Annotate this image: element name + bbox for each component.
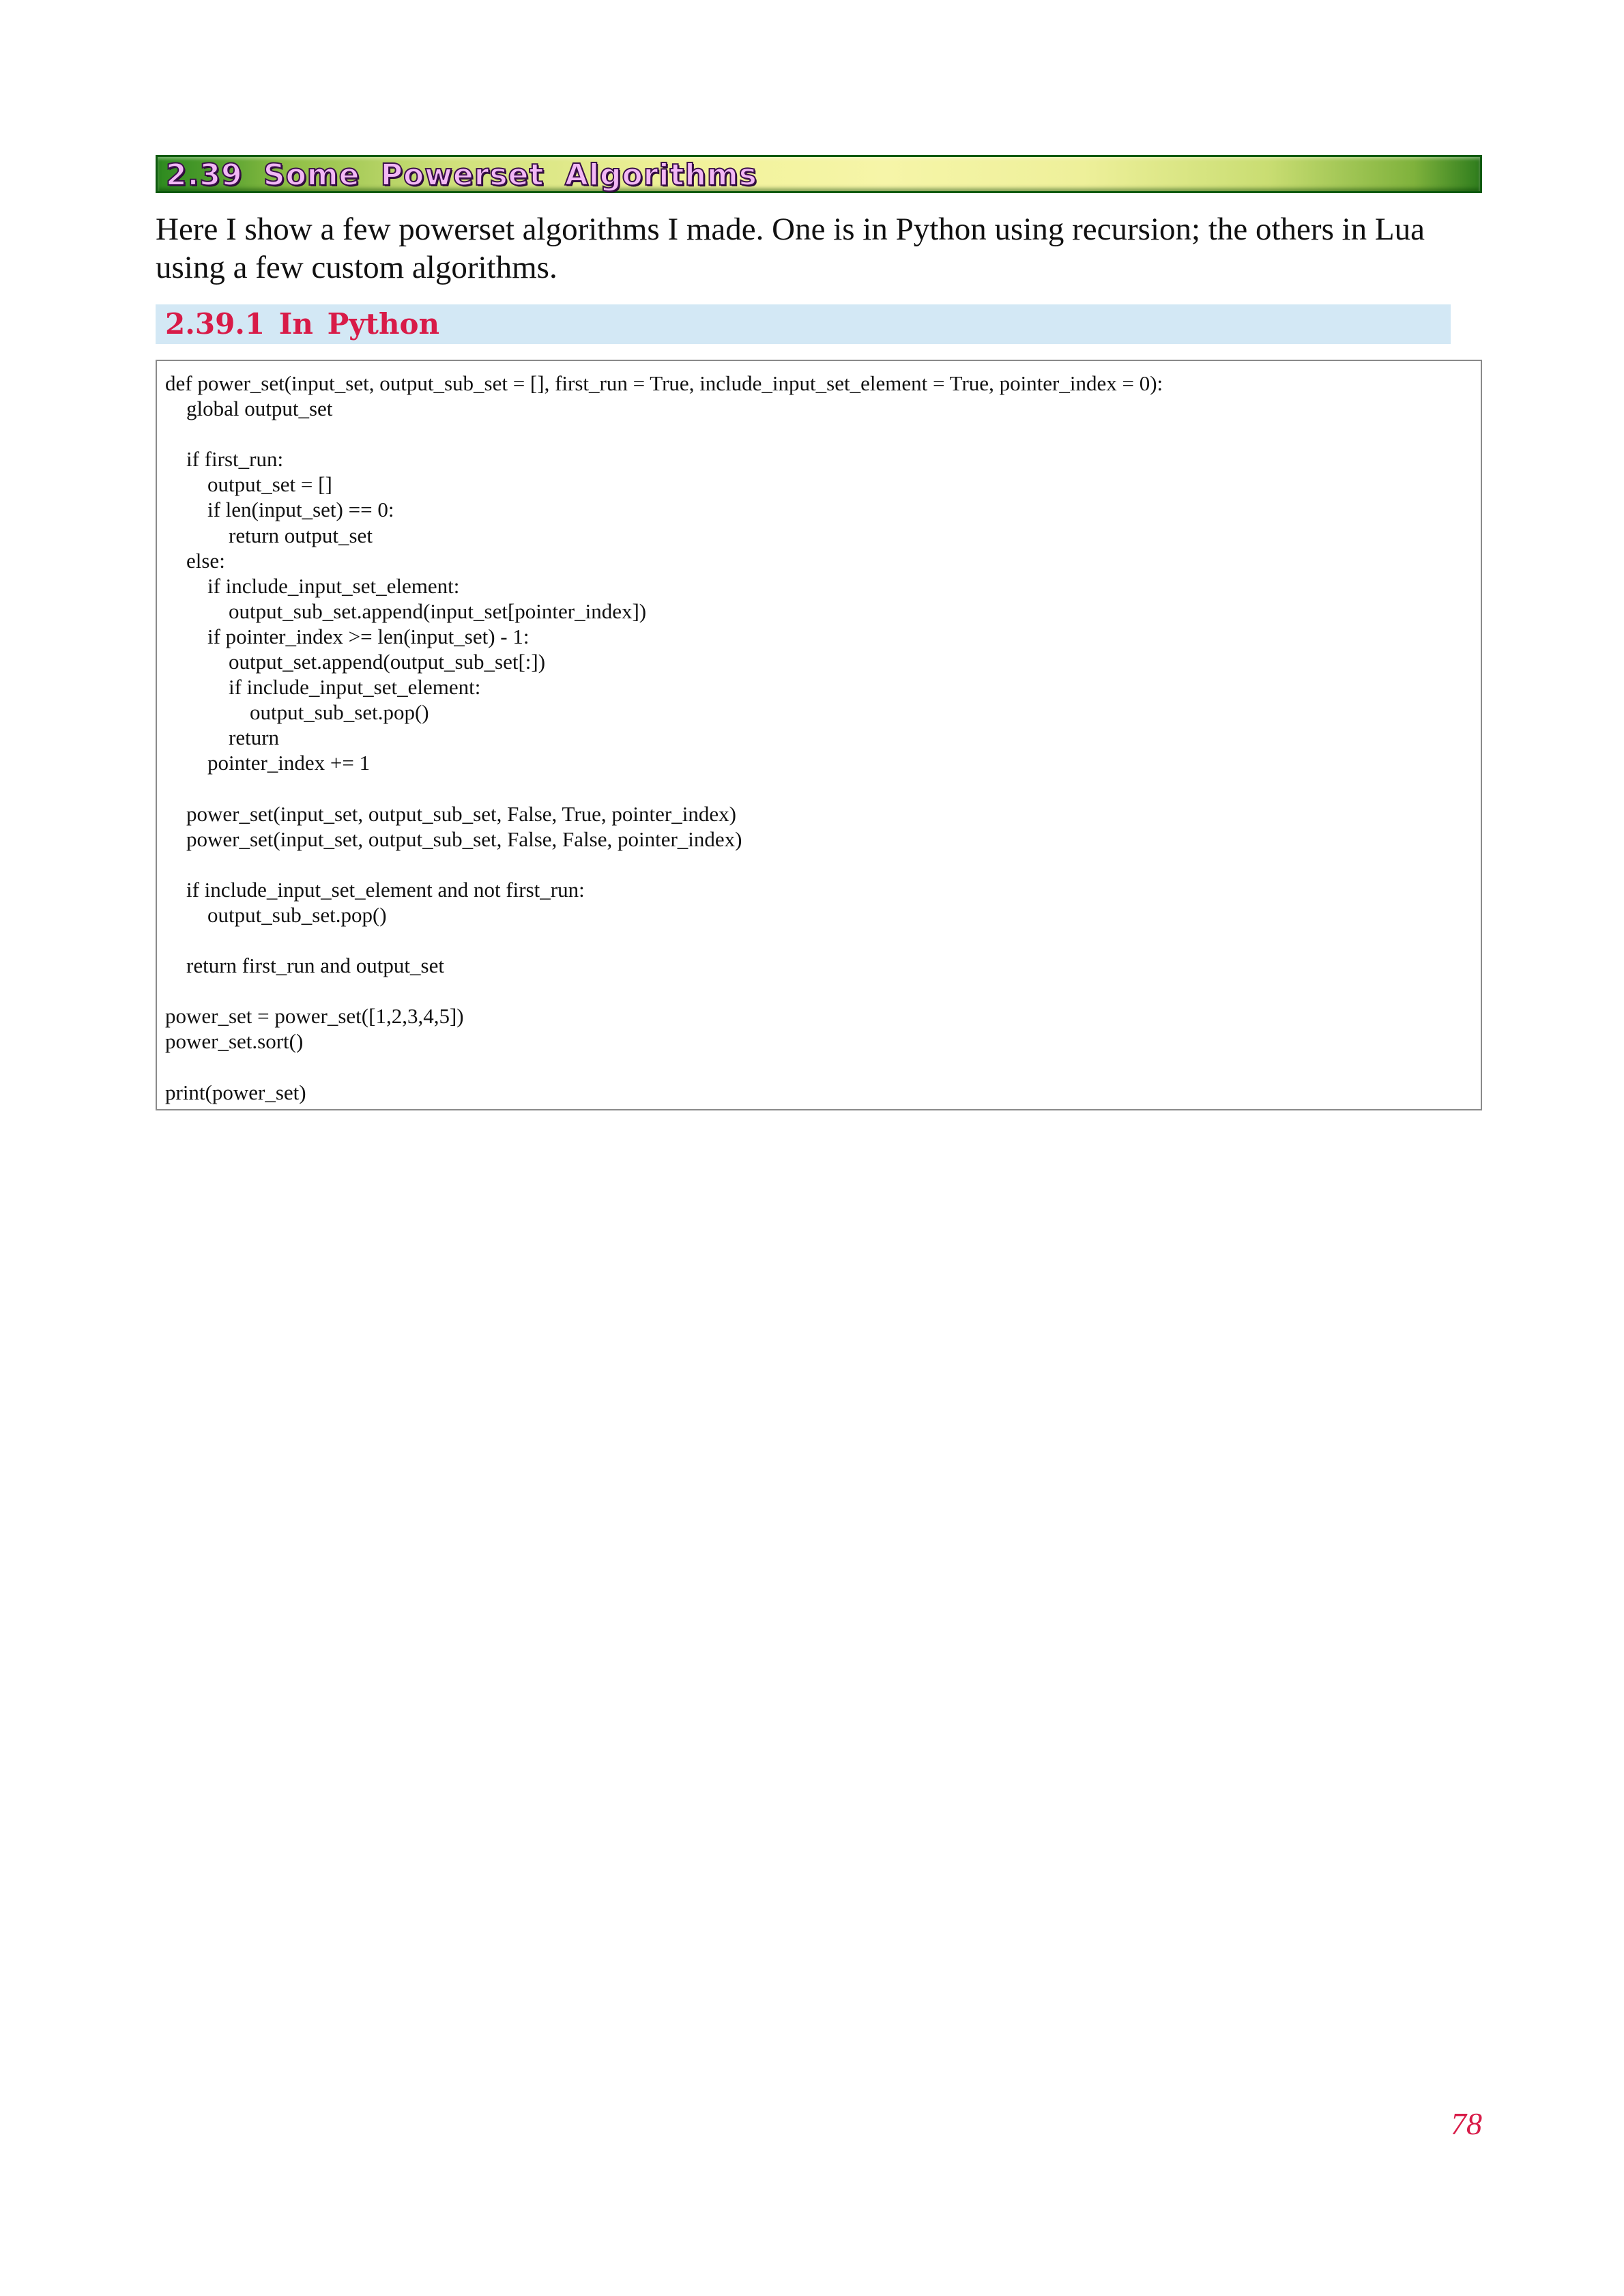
code-line: power_set.sort() [165,1029,304,1054]
code-line: output_sub_set.pop() [165,902,387,927]
code-line [165,978,1163,1003]
section-heading: 2.39 Some Powerset Algorithms [166,158,757,192]
code-line: return [165,726,280,750]
subsection-heading-bar [156,304,1451,344]
code-line [165,1054,1163,1080]
code-listing [156,360,1482,1110]
code-line: else: [165,548,225,573]
code-line [165,852,1163,877]
code-line [165,421,1163,446]
code-line: if include_input_set_element: [165,573,460,598]
code-line [165,776,1163,801]
subsection-heading: 2.39.1 In Python [165,307,440,341]
code-line: def power_set(input_set, output_sub_set = [], first_run = True, include_input_set_element = True, pointer_index = 0): [165,371,1163,395]
section-heading-banner [156,155,1482,193]
code-line: output_sub_set.append(input_set[pointer_index]) [165,599,647,623]
code-lines [165,371,1163,1105]
code-line: if include_input_set_element and not first_run: [165,877,585,902]
code-line: output_set.append(output_sub_set[:]) [165,650,546,674]
code-line: power_set(input_set, output_sub_set, False, True, pointer_index) [165,801,736,826]
code-line: power_set = power_set([1,2,3,4,5]) [165,1004,464,1029]
intro-paragraph: Here I show a few powerset algorithms I made. One is in Python using recursion; the others in Lua using a few custom algorithms. [156,212,1425,285]
code-line: if include_input_set_element: [165,675,481,700]
code-line: pointer_index += 1 [165,751,371,775]
code-line: return first_run and output_set [165,953,444,978]
code-line: power_set(input_set, output_sub_set, False, False, pointer_index) [165,827,742,851]
code-line [165,928,1163,953]
code-line: if len(input_set) == 0: [165,498,394,522]
code-line: if pointer_index >= len(input_set) - 1: [165,624,530,648]
code-line: return output_set [165,523,373,547]
page-number: 78 [1451,2106,1482,2141]
code-line: output_set = [] [165,472,332,497]
code-line: global output_set [165,397,333,421]
code-line: print(power_set) [165,1080,306,1104]
code-line: output_sub_set.pop() [165,700,429,725]
code-line: if first_run: [165,447,284,472]
